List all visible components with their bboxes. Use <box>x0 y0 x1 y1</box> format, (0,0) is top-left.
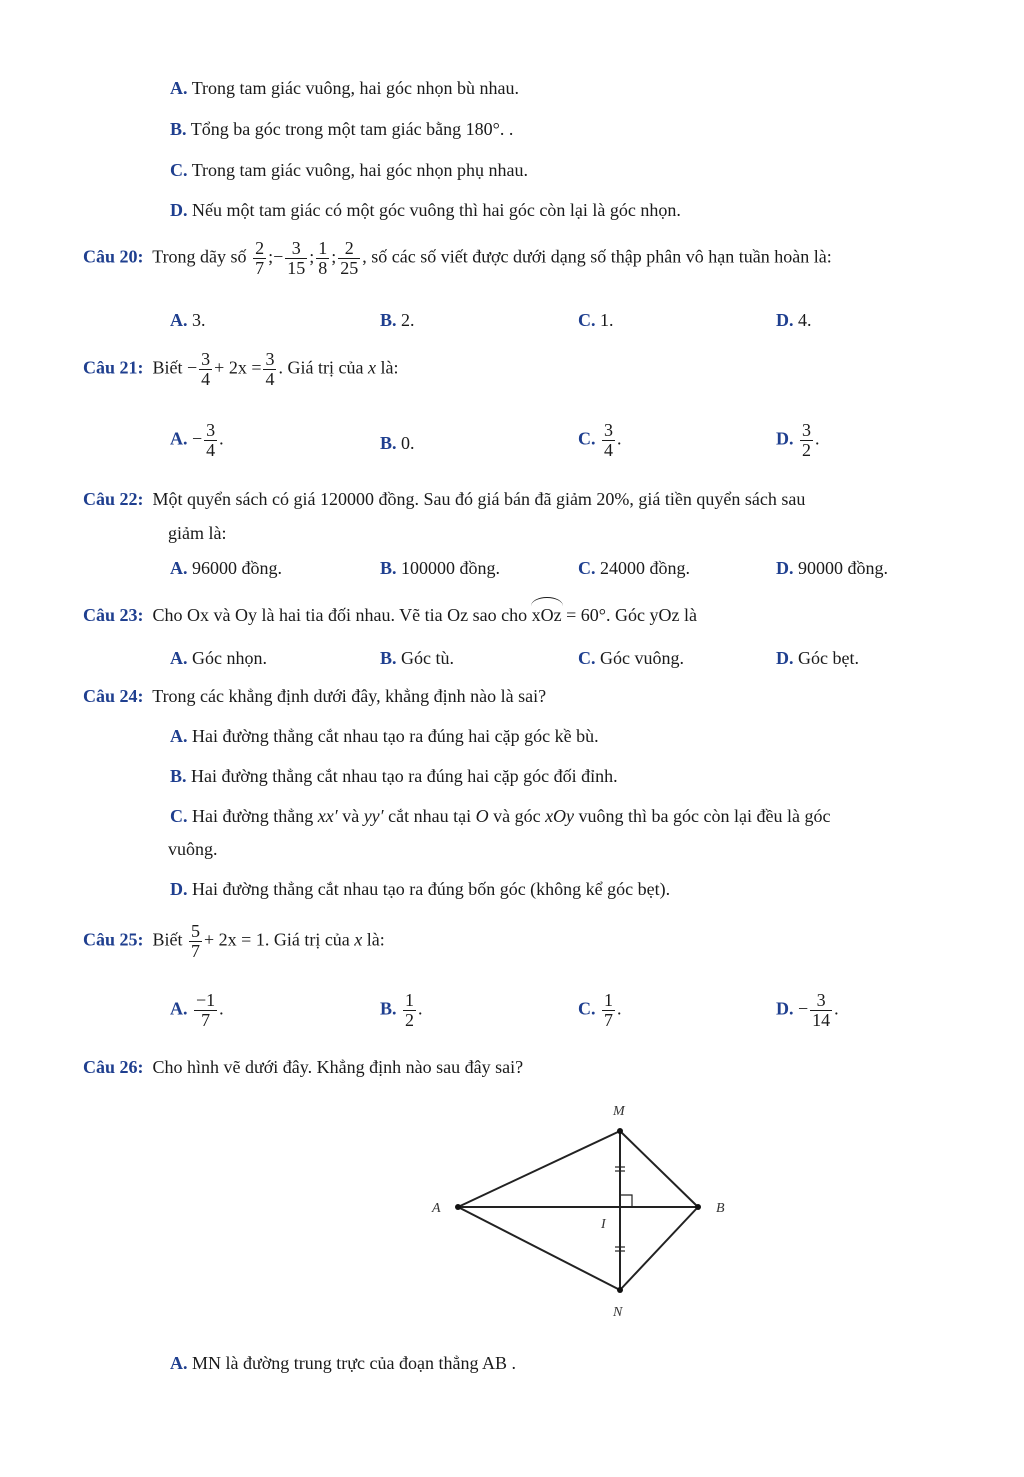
q25-option-a <box>170 991 224 1030</box>
option-label: A. <box>170 998 188 1019</box>
point-name: O <box>475 806 489 826</box>
fraction <box>199 350 212 389</box>
option-text: và <box>342 806 360 826</box>
stem-text: Trong các khẳng định dưới đây, khẳng định nào là sai? <box>152 686 547 706</box>
option-label: C. <box>578 648 596 668</box>
fraction <box>204 421 217 460</box>
denominator: 15 <box>287 258 306 278</box>
option-end: . <box>219 428 224 449</box>
option-text: Nếu một tam giác có một góc vuông thì hai góc còn lại là góc nhọn. <box>192 200 681 220</box>
question-22-stem <box>83 488 805 510</box>
q24-option-b <box>170 765 618 787</box>
minus-sign: − <box>187 357 198 378</box>
option-end: . <box>834 998 839 1019</box>
q25-option-d <box>776 991 839 1030</box>
denominator: 2 <box>802 440 811 460</box>
q22-option-b <box>380 557 500 579</box>
numerator: 1 <box>604 990 613 1010</box>
fraction <box>800 421 813 460</box>
separator: ; <box>331 246 337 267</box>
denominator: 14 <box>812 1010 831 1030</box>
q20-option-b <box>380 309 415 331</box>
equation-text: + 2x = 1 <box>204 929 265 950</box>
label-b: B <box>716 1201 725 1216</box>
point-b-dot <box>695 1204 701 1210</box>
stem-text: là: <box>380 357 399 378</box>
q26-option-a <box>170 1352 516 1374</box>
q22-option-d <box>776 557 888 579</box>
denominator: 4 <box>265 369 275 389</box>
q23-option-b <box>380 647 454 669</box>
option-label: A. <box>170 558 188 578</box>
option-text: Góc nhọn. <box>192 648 267 668</box>
option-label: B. <box>380 310 397 330</box>
option-text: Hai đường thẳng cắt nhau tạo ra đúng bốn góc (không kể góc bẹt). <box>192 879 671 899</box>
label-n: N <box>613 1305 623 1320</box>
question-label: Câu 23: <box>83 605 144 625</box>
stem-text: Biết <box>152 357 183 378</box>
option-text: 4. <box>798 310 812 330</box>
q23-option-a <box>170 647 267 669</box>
stem-text: Một quyển sách có giá 120000 đồng. Sau đó giá bán đã giảm 20%, giá tiền quyển sách sau <box>152 489 806 509</box>
denominator: 8 <box>318 258 328 278</box>
option-text: Góc bẹt. <box>798 648 859 668</box>
stem-text: là: <box>366 929 385 950</box>
option-text: 24000 đồng. <box>600 558 690 578</box>
option-label: C. <box>578 558 596 578</box>
line-name: xx′ <box>317 806 338 826</box>
q23-option-d <box>776 647 859 669</box>
option-text: Hai đường thẳng cắt nhau tạo ra đúng hai cặp góc kề bù. <box>192 726 599 746</box>
numerator: 2 <box>338 239 360 259</box>
fraction <box>338 239 360 278</box>
option-end: . <box>617 428 622 449</box>
q20-option-c <box>578 309 614 331</box>
q21-option-c <box>578 421 622 460</box>
fraction <box>285 239 307 278</box>
label-a: A <box>432 1201 441 1216</box>
line-name: yy′ <box>363 806 384 826</box>
stem-text: Trong dãy số <box>152 246 247 267</box>
option-text: 1. <box>600 310 614 330</box>
denominator: 7 <box>255 258 265 278</box>
q25-option-c <box>578 991 622 1030</box>
q19-option-b <box>170 118 513 140</box>
option-text: 0. <box>401 433 415 453</box>
numerator: 3 <box>265 349 275 369</box>
q19-option-c <box>170 159 528 181</box>
option-label: A. <box>170 726 188 746</box>
denominator: 4 <box>201 369 211 389</box>
right-angle-mark <box>620 1195 632 1207</box>
option-label: A. <box>170 648 188 668</box>
stem-text: Cho Ox và Oy là hai tia đối nhau. Vẽ tia Oz sao cho <box>152 605 528 625</box>
option-label: B. <box>380 648 397 668</box>
minus-sign: − <box>192 428 203 449</box>
question-label: Câu 25: <box>83 929 144 950</box>
question-20-stem <box>83 239 832 278</box>
question-25-stem <box>83 922 385 961</box>
question-22-stem-line2: giảm là: <box>168 523 227 543</box>
option-text: Tổng ba góc trong một tam giác bằng <box>190 119 462 139</box>
label-m: M <box>613 1104 625 1119</box>
equation-text: + 2x = <box>214 357 262 378</box>
fraction <box>403 991 416 1030</box>
variable: x <box>354 929 363 950</box>
question-23-stem <box>83 604 697 626</box>
denominator: 4 <box>206 440 216 460</box>
option-text: 2. <box>401 310 415 330</box>
option-label: A. <box>170 1353 188 1373</box>
denominator: 7 <box>191 941 201 961</box>
separator: ; <box>309 246 315 267</box>
option-text: 96000 đồng. <box>192 558 282 578</box>
question-label: Câu 24: <box>83 686 144 706</box>
q20-option-d <box>776 309 812 331</box>
fraction <box>602 991 615 1030</box>
question-26-stem <box>83 1056 523 1078</box>
option-end: . <box>815 428 820 449</box>
angle-symbol: xOz <box>531 605 562 625</box>
point-a-dot <box>455 1204 461 1210</box>
stem-text: , số các số viết được dưới dạng số thập phân vô hạn tuần hoàn là: <box>362 246 832 267</box>
numerator: 3 <box>802 420 811 440</box>
option-label: D. <box>170 200 188 220</box>
option-label: C. <box>170 806 188 826</box>
point-n-dot <box>617 1287 623 1293</box>
q24-option-a <box>170 725 599 747</box>
option-label: B. <box>170 119 187 139</box>
numerator: 3 <box>285 239 307 259</box>
q21-option-b <box>380 432 415 454</box>
q24-option-c-line2: vuông. <box>168 839 218 859</box>
option-label: C. <box>578 310 596 330</box>
option-text: MN là đường trung trực của đoạn thẳng AB . <box>192 1353 516 1373</box>
fraction <box>189 922 202 961</box>
label-i: I <box>601 1217 606 1232</box>
numerator: 3 <box>604 420 613 440</box>
option-text: Hai đường thẳng cắt nhau tạo ra đúng hai cặp góc đối đỉnh. <box>191 766 618 786</box>
numerator: 2 <box>255 238 265 258</box>
fraction <box>316 239 329 278</box>
segment-am <box>458 1131 620 1207</box>
option-label: D. <box>776 428 794 449</box>
denominator: 7 <box>201 1010 211 1030</box>
option-label: B. <box>380 558 397 578</box>
option-text: Trong tam giác vuông, hai góc nhọn phụ nhau. <box>191 160 528 180</box>
option-text: Hai đường thẳng <box>192 806 314 826</box>
separator: ;− <box>268 246 284 267</box>
fraction <box>194 991 217 1030</box>
fraction <box>810 991 832 1030</box>
option-label: C. <box>170 160 188 180</box>
option-label: D. <box>776 310 794 330</box>
q22-option-a <box>170 557 282 579</box>
option-text: Góc tù. <box>401 648 455 668</box>
option-label: D. <box>776 558 794 578</box>
option-text: 100000 đồng. <box>401 558 501 578</box>
q21-option-d <box>776 421 820 460</box>
option-text: Trong tam giác vuông, hai góc nhọn bù nhau. <box>191 78 519 98</box>
question-24-stem <box>83 685 546 707</box>
denominator: 25 <box>340 258 359 278</box>
segment-bn <box>620 1207 698 1290</box>
numerator: −1 <box>196 990 216 1010</box>
option-label: C. <box>578 428 596 449</box>
stem-text: Cho hình vẽ dưới đây. Khẳng định nào sau đây sai? <box>152 1057 524 1077</box>
option-label: D. <box>170 879 188 899</box>
stem-text: . Giá trị của <box>264 929 350 950</box>
option-text: cắt nhau tại <box>388 806 472 826</box>
option-text: 3. <box>192 310 206 330</box>
option-label: A. <box>170 78 188 98</box>
option-end: . <box>219 998 224 1019</box>
angle-name: xOy <box>545 806 575 826</box>
option-label: C. <box>578 998 596 1019</box>
q24-option-d <box>170 878 670 900</box>
q23-option-c <box>578 647 684 669</box>
option-label: B. <box>380 433 397 453</box>
q20-option-a <box>170 309 206 331</box>
question-label: Câu 26: <box>83 1057 144 1077</box>
numerator: 1 <box>318 238 328 258</box>
option-label: B. <box>380 998 397 1019</box>
option-label: A. <box>170 310 188 330</box>
fraction <box>253 239 266 278</box>
question-label: Câu 22: <box>83 489 144 509</box>
option-text: và góc <box>493 806 541 826</box>
q19-option-d <box>170 199 681 221</box>
option-text: vuông thì ba góc còn lại đều là góc <box>578 806 831 826</box>
stem-text: Biết <box>152 929 183 950</box>
option-value: 180°. . <box>465 119 514 139</box>
minus-sign: − <box>798 998 809 1019</box>
option-label: D. <box>776 998 794 1019</box>
numerator: 1 <box>405 990 415 1010</box>
numerator: 5 <box>191 921 201 941</box>
stem-text: . Góc yOz là <box>605 605 697 625</box>
denominator: 2 <box>405 1010 415 1030</box>
option-text: Góc vuông. <box>600 648 684 668</box>
denominator: 7 <box>604 1010 613 1030</box>
q24-option-c <box>170 805 830 827</box>
point-m-dot <box>617 1128 623 1134</box>
fraction <box>263 350 276 389</box>
option-text: 90000 đồng. <box>798 558 888 578</box>
numerator: 3 <box>810 991 832 1011</box>
segment-na <box>458 1207 620 1290</box>
option-label: D. <box>776 648 794 668</box>
option-end: . <box>418 998 423 1019</box>
q22-option-c <box>578 557 690 579</box>
angle-value: = 60° <box>566 605 606 625</box>
option-end: . <box>617 998 622 1019</box>
denominator: 4 <box>604 440 613 460</box>
variable: x <box>367 357 376 378</box>
question-label: Câu 21: <box>83 357 144 378</box>
stem-text: . Giá trị của <box>278 357 364 378</box>
numerator: 3 <box>201 349 211 369</box>
q21-option-a <box>170 421 224 460</box>
q25-option-b <box>380 991 423 1030</box>
question-label: Câu 20: <box>83 246 144 267</box>
option-label: A. <box>170 428 188 449</box>
fraction <box>602 421 615 460</box>
question-21-stem <box>83 350 398 389</box>
option-label: B. <box>170 766 187 786</box>
numerator: 3 <box>206 420 216 440</box>
q19-option-a <box>170 77 519 99</box>
geometry-figure <box>400 1095 760 1325</box>
